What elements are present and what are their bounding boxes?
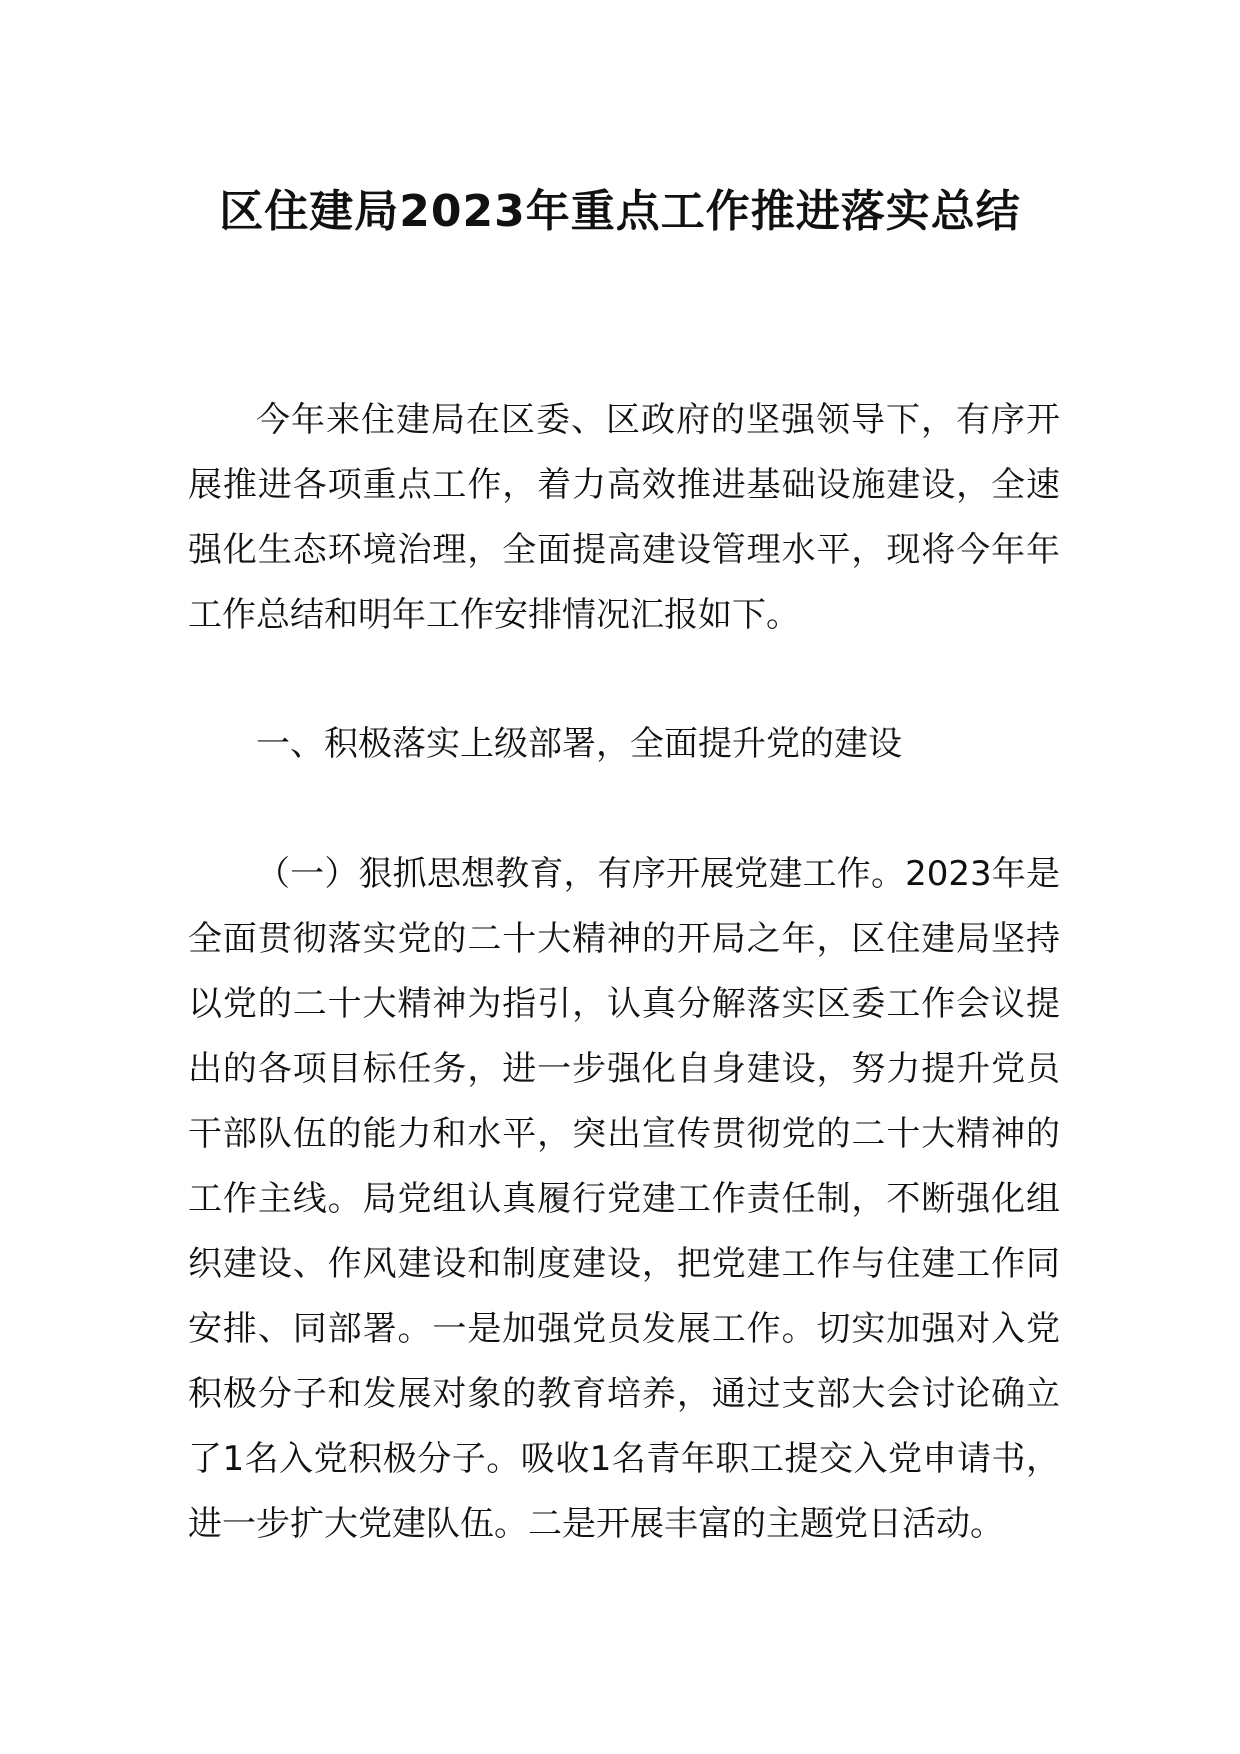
section-1-paragraph-1: （一）狠抓思想教育，有序开展党建工作。2023年是全面贯彻落实党的二十大精神的开局之年，区住建局坚持以党的二十大精神为指引，认真分解落实区委工作会议提出的各项目标任务，进一步强化自身建设，努力提升党员干部队伍的能力和水平，突出宣传贯彻党的二十大精神的工作主线。局党组认真履行党建工作责任制，不断强化组织建设、作风建设和制度建设，把党建工作与住建工作同安排、同部署。一是加强党员发展工作。切实加强对入党积极分子和发展对象的教育培养，通过支部大会讨论确立了1名入党积极分子。吸收1名青年职工提交入党申请书，进一步扩大党建队伍。二是开展丰富的主题党日活动。 [188,854,1060,1544]
document-title: 区住建局2023年重点工作推进落实总结 [219,186,1021,237]
intro-paragraph: 今年来住建局在区委、区政府的坚强领导下，有序开展推进各项重点工作，着力高效推进基础设施建设，全速强化生态环境治理，全面提高建设管理水平，现将今年年工作总结和明年工作安排情况汇报如下。 [188,400,1060,635]
section-heading-1: 一、积极落实上级部署，全面提升党的建设 [256,724,902,764]
